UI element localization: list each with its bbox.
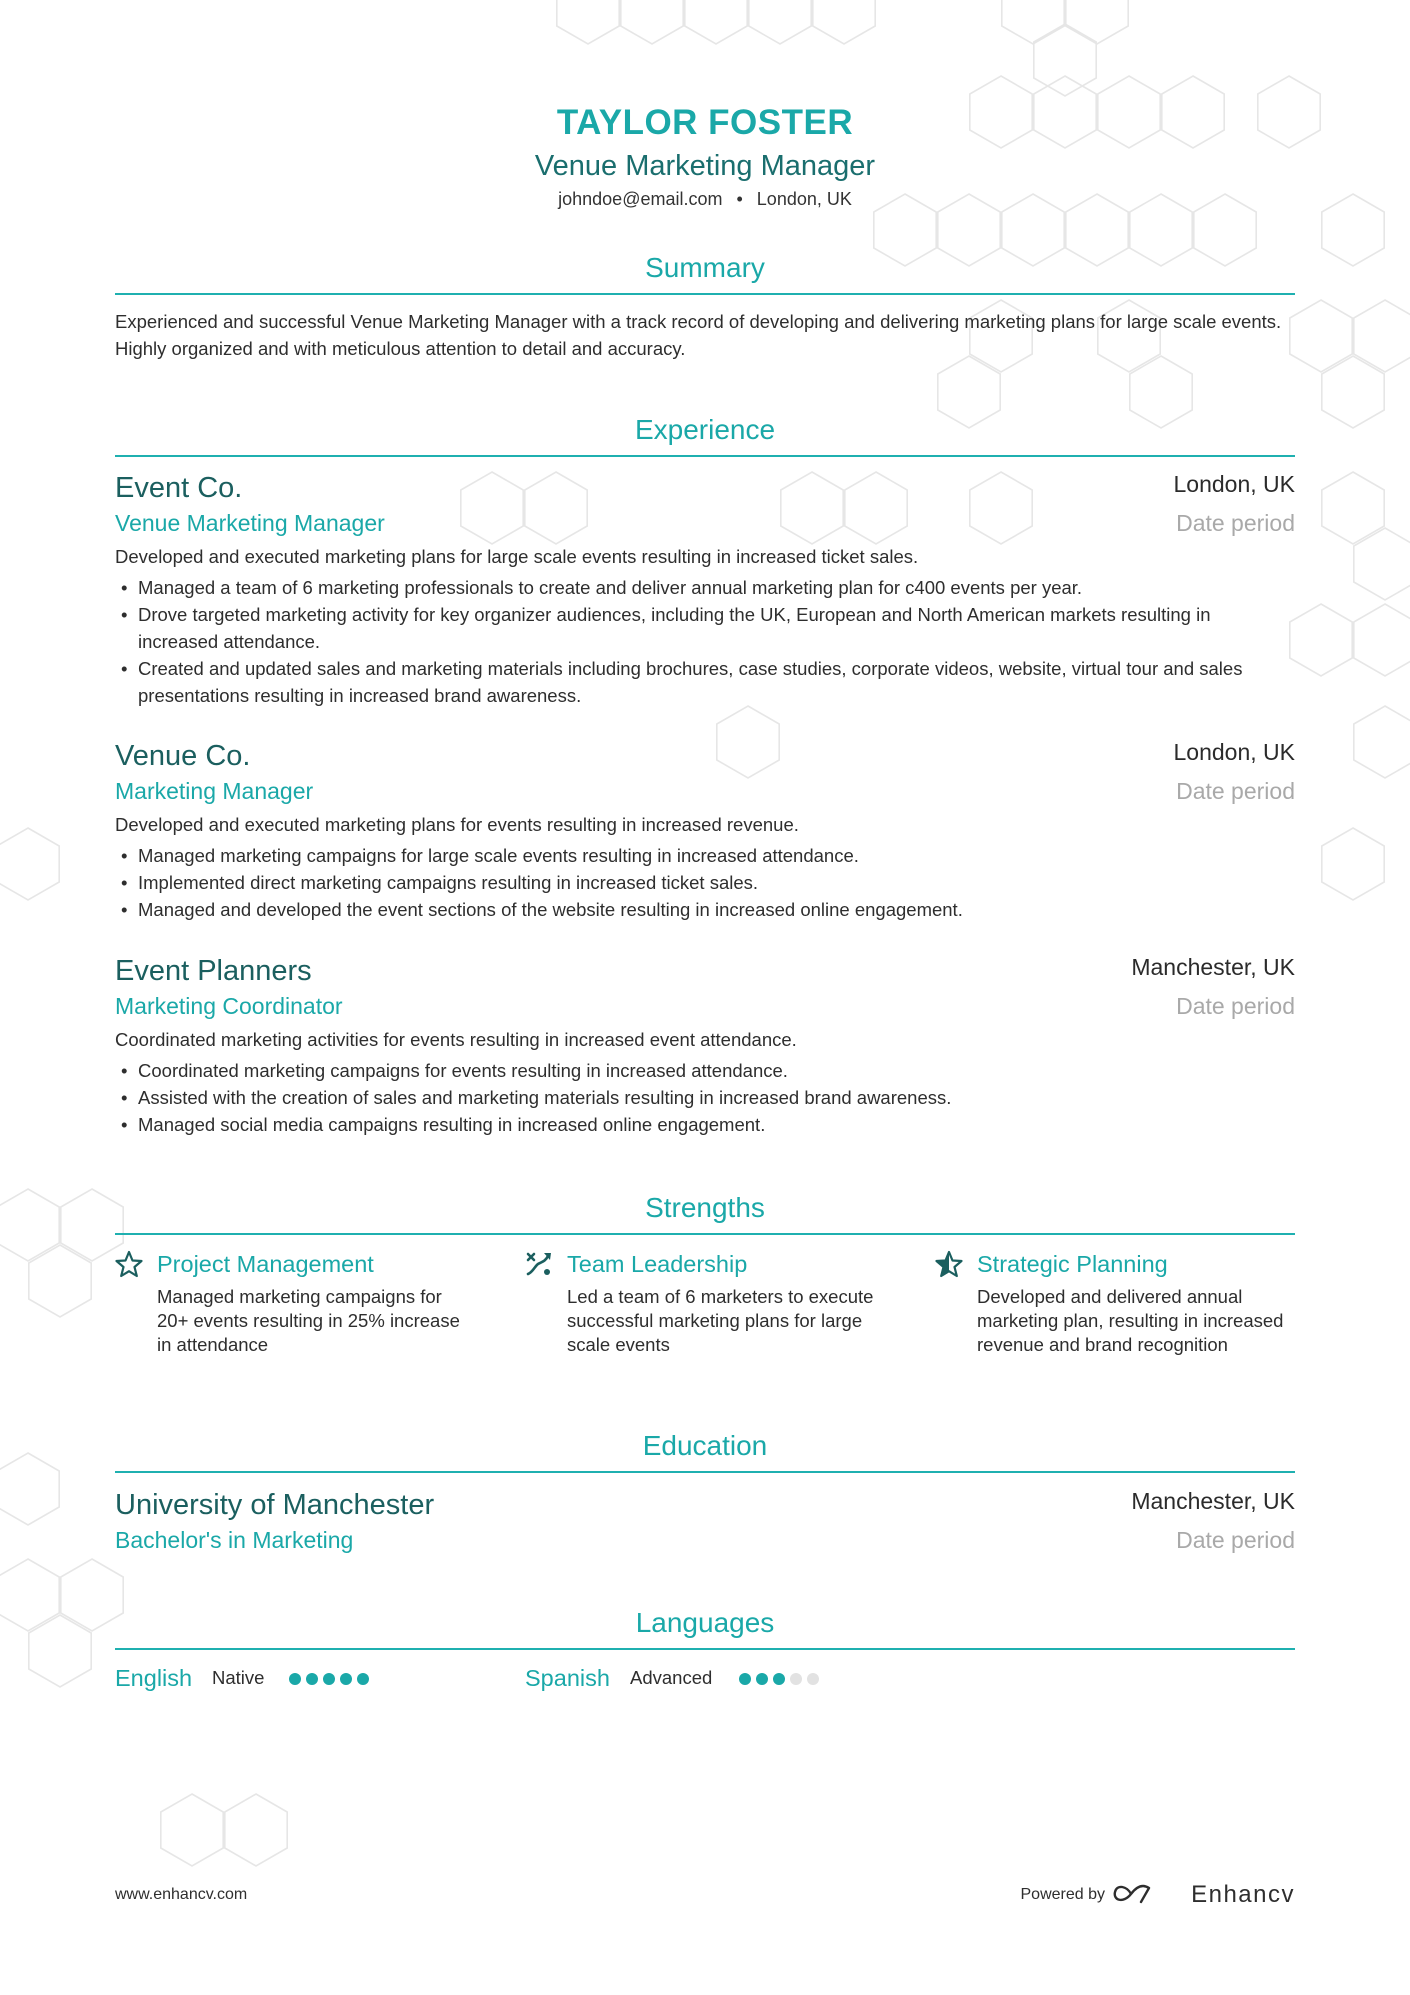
rating-dot-filled bbox=[739, 1673, 751, 1685]
section-divider bbox=[115, 1471, 1295, 1473]
job-bullets bbox=[115, 1057, 1295, 1138]
strategy-arrow-icon bbox=[525, 1250, 553, 1278]
footer-website[interactable]: www.enhancv.com bbox=[115, 1886, 248, 1903]
summary-text: Experienced and successful Venue Marketing Manager with a track record of developing and delivering marketing plans for large scale events. Highly organized and with meticulous attention to detail and accuracy. bbox=[115, 311, 1282, 359]
section-title-strengths: Strengths bbox=[645, 1192, 765, 1223]
strength-title: Team Leadership bbox=[567, 1251, 748, 1277]
job-description: Coordinated marketing activities for events resulting in increased event attendance. bbox=[115, 1029, 797, 1050]
school-name: University of Manchester bbox=[115, 1489, 435, 1521]
job-date: Date period bbox=[1176, 778, 1295, 804]
school-location: Manchester, UK bbox=[1131, 1488, 1295, 1514]
background-hexagon bbox=[0, 1453, 59, 1525]
rating-dot-filled bbox=[306, 1673, 318, 1685]
job-date: Date period bbox=[1176, 993, 1295, 1019]
job-bullets bbox=[115, 574, 1295, 709]
rating-dot-filled bbox=[340, 1673, 352, 1685]
language-rating bbox=[739, 1672, 824, 1686]
company-name: Event Planners bbox=[115, 955, 312, 987]
background-hexagon bbox=[1354, 706, 1410, 778]
section-divider bbox=[115, 455, 1295, 457]
candidate-title: Venue Marketing Manager bbox=[534, 150, 876, 182]
list-item: • Assisted with the creation of sales and marketing materials resulting in increased brand awareness. bbox=[115, 1084, 1295, 1111]
job-role: Marketing Manager bbox=[115, 778, 314, 804]
strength-description: Led a team of 6 marketers to execute successful marketing plans for large scale events bbox=[567, 1286, 874, 1355]
contact-location: London, UK bbox=[756, 189, 852, 209]
list-item: • Managed social media campaigns resulting in increased online engagement. bbox=[115, 1111, 1295, 1138]
list-item: • Managed marketing campaigns for large scale events resulting in increased attendance. bbox=[115, 842, 1295, 869]
job-location: London, UK bbox=[1173, 471, 1295, 497]
candidate-name: TAYLOR FOSTER bbox=[556, 103, 854, 142]
section-title-summary: Summary bbox=[645, 252, 765, 283]
background-hexagon bbox=[0, 828, 59, 900]
rating-dot-filled bbox=[357, 1673, 369, 1685]
list-item: • Managed and developed the event sections of the website resulting in increased online engagement. bbox=[115, 896, 1295, 923]
background-hexagon bbox=[1322, 828, 1384, 900]
contact-email[interactable]: johndoe@email.com bbox=[558, 189, 723, 209]
experience-section bbox=[115, 411, 1295, 457]
language-level: Native bbox=[212, 1667, 265, 1688]
strength-description: Developed and delivered annual marketing plan, resulting in increased revenue and brand recognition bbox=[977, 1286, 1284, 1355]
education-section bbox=[115, 1427, 1295, 1473]
language-name: Spanish bbox=[525, 1665, 610, 1691]
rating-dot-filled bbox=[773, 1673, 785, 1685]
list-item: • Coordinated marketing campaigns for events resulting in increased attendance. bbox=[115, 1057, 1295, 1084]
list-item: • Implemented direct marketing campaigns resulting in increased ticket sales. bbox=[115, 869, 1295, 896]
rating-dot-filled bbox=[323, 1673, 335, 1685]
job-bullets bbox=[115, 842, 1295, 923]
background-hexagon bbox=[1354, 604, 1410, 676]
resume-page bbox=[115, 0, 1295, 1995]
education-date: Date period bbox=[1176, 1527, 1295, 1553]
experience-entry bbox=[115, 470, 1295, 709]
job-date: Date period bbox=[1176, 510, 1295, 536]
contact-line bbox=[115, 186, 1295, 212]
star-half-icon bbox=[935, 1250, 963, 1278]
rating-dot-empty bbox=[790, 1673, 802, 1685]
job-location: London, UK bbox=[1173, 739, 1295, 765]
summary-section bbox=[115, 249, 1295, 362]
language-level: Advanced bbox=[630, 1667, 713, 1688]
company-name: Venue Co. bbox=[115, 740, 251, 772]
list-item: • Managed a team of 6 marketing professionals to create and deliver annual marketing plan for c400 events per year. bbox=[115, 574, 1295, 601]
list-item: • Created and updated sales and marketing materials including brochures, case studies, corporate videos, website, virtual tour and sales presentations resulting in increased brand awareness. bbox=[115, 655, 1295, 709]
language-rating bbox=[289, 1672, 374, 1686]
job-description: Developed and executed marketing plans for events resulting in increased revenue. bbox=[115, 814, 799, 835]
separator-dot: • bbox=[736, 189, 743, 209]
background-hexagon bbox=[1290, 604, 1352, 676]
enhancv-logo-text: Enhancv bbox=[1191, 1881, 1295, 1908]
education-entry bbox=[115, 1487, 1295, 1557]
list-item: • Drove targeted marketing activity for key organizer audiences, including the UK, European and North American markets resulting in increased attendance. bbox=[115, 601, 1295, 655]
resume-header bbox=[115, 100, 1295, 212]
section-title-languages: Languages bbox=[635, 1607, 775, 1638]
strength-description: Managed marketing campaigns for 20+ events resulting in 25% increase in attendance bbox=[157, 1286, 460, 1355]
degree-name: Bachelor's in Marketing bbox=[115, 1527, 354, 1553]
strengths-section bbox=[115, 1189, 1295, 1235]
enhancv-logo-icon bbox=[1111, 1880, 1155, 1908]
strength-title: Strategic Planning bbox=[977, 1251, 1168, 1277]
experience-entry bbox=[115, 953, 1295, 1138]
job-description: Developed and executed marketing plans for large scale events resulting in increased ticket sales. bbox=[115, 546, 919, 567]
experience-entry bbox=[115, 738, 1295, 923]
languages-section bbox=[115, 1604, 1295, 1650]
rating-dot-filled bbox=[289, 1673, 301, 1685]
section-title-experience: Experience bbox=[634, 414, 776, 445]
powered-by-label: Powered by bbox=[1020, 1886, 1105, 1903]
background-hexagon bbox=[1322, 194, 1384, 266]
job-role: Venue Marketing Manager bbox=[115, 510, 385, 536]
section-title-education: Education bbox=[642, 1430, 768, 1461]
footer-branding bbox=[895, 1878, 1295, 1912]
company-name: Event Co. bbox=[115, 472, 243, 504]
section-divider bbox=[115, 1648, 1295, 1650]
job-location: Manchester, UK bbox=[1131, 954, 1295, 980]
language-name: English bbox=[115, 1665, 193, 1691]
star-outline-icon bbox=[115, 1250, 143, 1278]
rating-dot-empty bbox=[807, 1673, 819, 1685]
section-divider bbox=[115, 1233, 1295, 1235]
section-divider bbox=[115, 293, 1295, 295]
job-role: Marketing Coordinator bbox=[115, 993, 343, 1019]
rating-dot-filled bbox=[756, 1673, 768, 1685]
strength-title: Project Management bbox=[157, 1251, 374, 1277]
